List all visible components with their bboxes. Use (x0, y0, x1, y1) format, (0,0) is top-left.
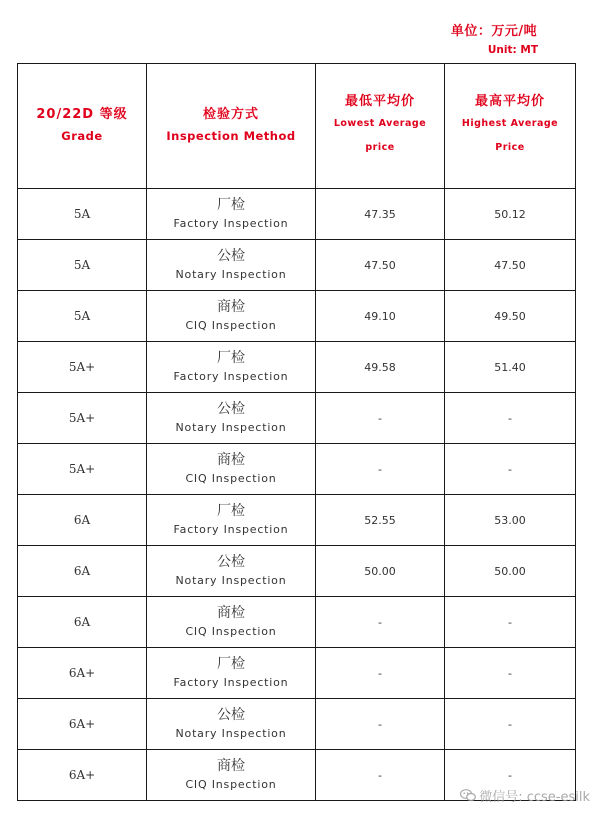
header-low-en-1: Lowest Average (333, 118, 427, 129)
lowest-price-cell: 49.58 (316, 342, 445, 393)
grade-cell: 5A+ (18, 342, 147, 393)
method-cn: 厂检 (217, 503, 245, 519)
header-method (147, 64, 316, 189)
highest-price-cell: 53.00 (445, 495, 576, 546)
method-cn: 公检 (217, 707, 245, 723)
lowest-price-cell: - (316, 699, 445, 750)
method-cn: 商检 (217, 452, 245, 468)
method-cn: 商检 (217, 605, 245, 621)
method-cell (147, 699, 316, 750)
table-row (18, 495, 576, 546)
watermark (460, 786, 590, 805)
method-en: Notary Inspection (175, 421, 287, 434)
watermark-text: 微信号: ccse-esilk (479, 790, 590, 805)
header-method-cn: 检验方式 (202, 107, 259, 122)
highest-price-cell: - (445, 750, 576, 801)
grade-cell: 5A (18, 291, 147, 342)
unit-cn: 单位：万元/吨 (450, 24, 538, 39)
lowest-price-cell: - (316, 750, 445, 801)
lowest-price-cell: 50.00 (316, 546, 445, 597)
highest-price-cell: 50.00 (445, 546, 576, 597)
method-cell (147, 648, 316, 699)
grade-cell: 6A+ (18, 648, 147, 699)
lowest-price-cell: 49.10 (316, 291, 445, 342)
header-row (18, 64, 576, 189)
header-low-cn: 最低平均价 (344, 94, 415, 109)
method-en: CIQ Inspection (185, 319, 277, 332)
header-high (445, 64, 576, 189)
method-en: CIQ Inspection (185, 625, 277, 638)
method-cn: 商检 (217, 758, 245, 774)
header-method-en: Inspection Method (166, 129, 296, 143)
grade-cell: 5A+ (18, 444, 147, 495)
highest-price-cell: 51.40 (445, 342, 576, 393)
grade-cell: 6A (18, 597, 147, 648)
table-row (18, 240, 576, 291)
grade-cell: 5A (18, 189, 147, 240)
grade-cell: 5A+ (18, 393, 147, 444)
method-cell (147, 750, 316, 801)
grade-cell: 6A+ (18, 750, 147, 801)
lowest-price-cell: - (316, 444, 445, 495)
grade-cell: 5A (18, 240, 147, 291)
lowest-price-cell: 47.35 (316, 189, 445, 240)
method-cn: 厂检 (217, 350, 245, 366)
table-row (18, 648, 576, 699)
method-cell (147, 189, 316, 240)
highest-price-cell: 50.12 (445, 189, 576, 240)
header-high-en-1: Highest Average (461, 118, 559, 129)
lowest-price-cell: 47.50 (316, 240, 445, 291)
unit-label (450, 22, 538, 58)
method-en: Factory Inspection (173, 217, 289, 230)
lowest-price-cell: - (316, 648, 445, 699)
header-high-cn: 最高平均价 (474, 94, 545, 109)
table-row (18, 444, 576, 495)
method-cn: 公检 (217, 554, 245, 570)
price-table (17, 63, 576, 801)
method-cell (147, 291, 316, 342)
lowest-price-cell: - (316, 597, 445, 648)
method-cell (147, 342, 316, 393)
lowest-price-cell: - (316, 393, 445, 444)
header-low-en-2: price (365, 142, 395, 153)
method-en: Factory Inspection (173, 676, 289, 689)
method-cn: 厂检 (217, 197, 245, 213)
table-row (18, 342, 576, 393)
table-row (18, 546, 576, 597)
method-en: CIQ Inspection (185, 778, 277, 791)
method-cn: 商检 (217, 299, 245, 315)
table-row (18, 699, 576, 750)
method-en: Notary Inspection (175, 268, 287, 281)
highest-price-cell: - (445, 597, 576, 648)
highest-price-cell: - (445, 444, 576, 495)
method-cn: 公检 (217, 248, 245, 264)
header-grade (18, 64, 147, 189)
highest-price-cell: 47.50 (445, 240, 576, 291)
grade-cell: 6A (18, 546, 147, 597)
highest-price-cell: - (445, 648, 576, 699)
header-high-en-2: Price (495, 142, 525, 153)
method-en: Factory Inspection (173, 370, 289, 383)
grade-cell: 6A+ (18, 699, 147, 750)
lowest-price-cell: 52.55 (316, 495, 445, 546)
method-en: CIQ Inspection (185, 472, 277, 485)
method-cell (147, 240, 316, 291)
header-grade-en: Grade (61, 129, 103, 143)
table-body (18, 189, 576, 801)
method-cell (147, 444, 316, 495)
method-en: Factory Inspection (173, 523, 289, 536)
method-cell (147, 495, 316, 546)
grade-cell: 6A (18, 495, 147, 546)
method-cell (147, 546, 316, 597)
method-cn: 公检 (217, 401, 245, 417)
header-grade-cn: 20/22D 等级 (36, 107, 128, 122)
method-cell (147, 597, 316, 648)
table-row (18, 597, 576, 648)
method-cn: 厂检 (217, 656, 245, 672)
method-cell (147, 393, 316, 444)
highest-price-cell: - (445, 699, 576, 750)
highest-price-cell: - (445, 393, 576, 444)
highest-price-cell: 49.50 (445, 291, 576, 342)
table-row (18, 291, 576, 342)
method-en: Notary Inspection (175, 727, 287, 740)
table-row (18, 393, 576, 444)
unit-en: Unit: MT (487, 44, 538, 56)
table-row (18, 189, 576, 240)
wechat-icon (460, 789, 476, 802)
header-low (316, 64, 445, 189)
method-en: Notary Inspection (175, 574, 287, 587)
